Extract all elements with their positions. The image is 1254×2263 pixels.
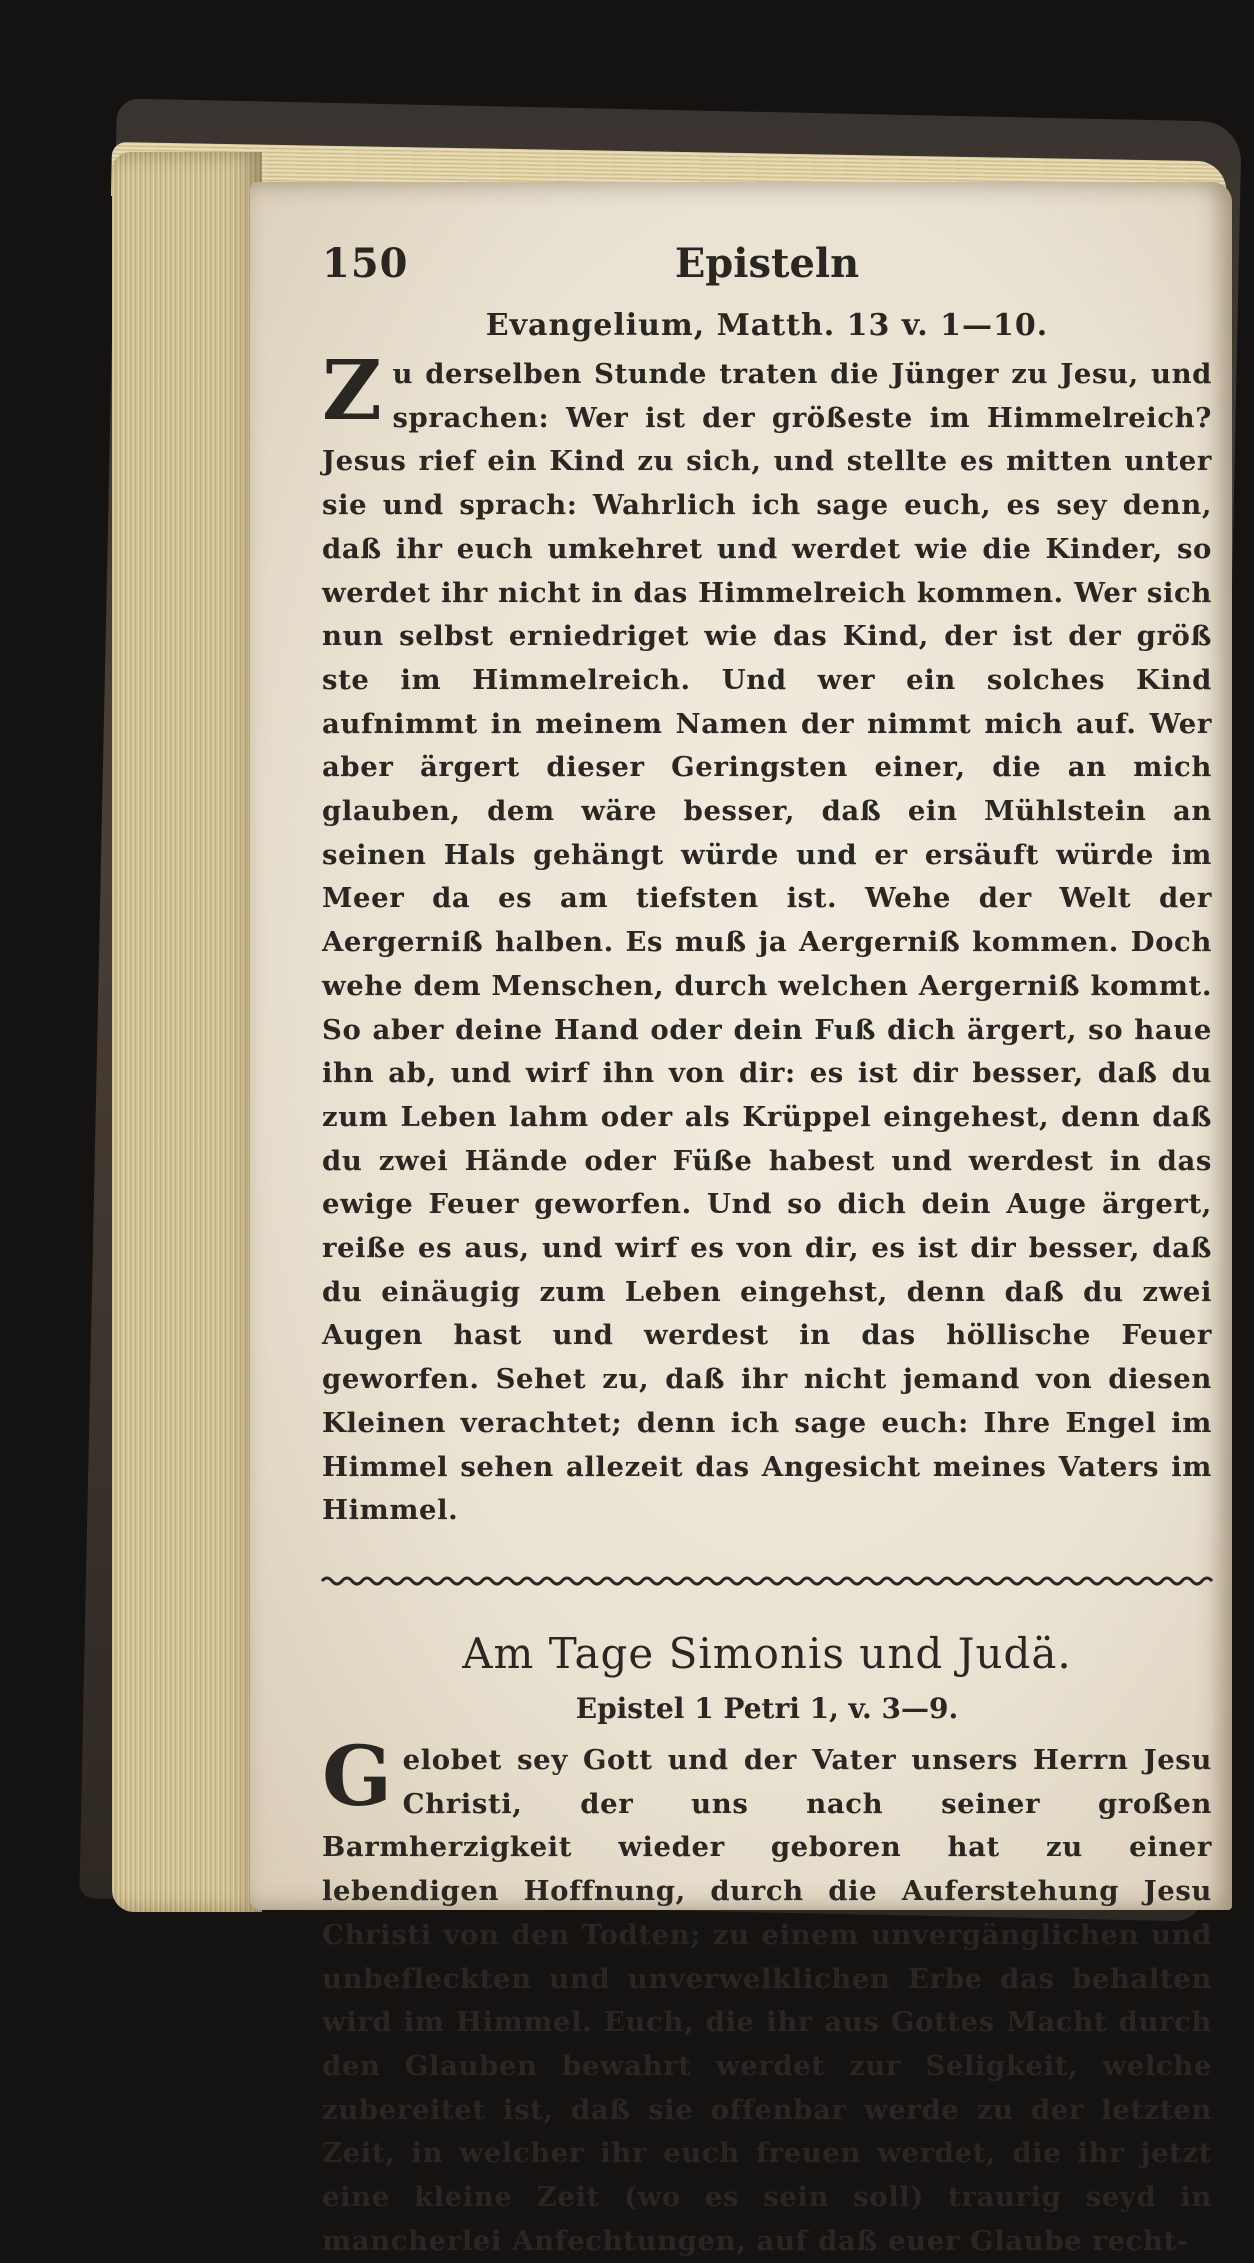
gospel-dropcap: Z <box>322 343 383 439</box>
gospel-heading: Evangelium, Matth. 13 v. 1—10. <box>485 308 1049 343</box>
ornamental-divider <box>322 1573 1212 1589</box>
gospel-paragraph <box>322 343 1212 1533</box>
epistle-reference: Epistel 1 Petri 1, v. 3—9. <box>575 1691 959 1725</box>
gospel-text: u derselben Stunde traten die Jünger zu Jesu, und sprachen: Wer ist der größeste im Himmelreich? Jesus rief ein Kind zu sich, und stellte es mitten unter sie und sprach: Wahrlich ich sage euch, es sey denn, daß ihr euch umkehret und werdet wie die Kinder, so werdet ihr nicht in das Himmelreich kommen. Wer sich nun selbst erniedriget wie das Kind, der ist der größ ste im Himmelreich. Und wer ein solches Kind aufnimmt in meinem Namen der nimmt mich auf. Wer aber ärgert dieser Geringsten einer, die an mich glauben, dem wäre besser, daß ein Mühlstein an seinen Hals gehängt würde und er ersäuft würde im Meer da es am tiefsten ist. Wehe der Welt der Aergerniß halben. Es muß ja Aergerniß kommen. Doch wehe dem Menschen, durch welchen Aergerniß kommt. So aber deine Hand oder dein Fuß dich ärgert, so haue ihn ab, und wirf ihn von dir: es ist dir besser, daß du zum Leben lahm oder als Krüppel eingehest, denn daß du zwei Hände oder Füße habest und werdest in das ewige Feuer geworfen. Und so dich dein Auge ärgert, reiße es aus, und wirf es von dir, es ist dir besser, daß du einäugig zum Leben eingehst, denn daß du zwei Augen hast und werdest in das höllische Feuer geworfen. Sehet zu, daß ihr nicht jemand von diesen Kleinen verachtet; denn ich sage euch: Ihre Engel im Himmel sehen allezeit das Angesicht meines Vaters im Himmel. <box>322 358 1212 1527</box>
running-head <box>322 222 1212 302</box>
epistle-paragraph <box>322 1728 1212 2263</box>
page-content <box>322 222 1212 2263</box>
page-side-edges <box>112 152 262 1912</box>
book-page <box>250 182 1232 2257</box>
running-title: Episteln <box>674 240 860 287</box>
epistle-text: elobet sey Gott und der Vater unsers Herrn Jesu Christi, der uns nach seiner großen Barmherzigkeit wieder geboren hat zu einer lebendigen Hoffnung, durch die Auferstehung Jesu Christi von den Todten; zu einem unvergänglichen und unbefleckten und unverwelklichen Erbe das behalten wird im Himmel. Euch, die ihr aus Gottes Macht durch den Glauben bewahrt werdet zur Seligkeit, welche zubereitet ist, daß sie offenbar werde zu der letzten Zeit, in welcher ihr euch freuen werdet, die ihr jetzt eine kleine Zeit (wo es sein soll) traurig seyd in mancherlei Anfechtungen, auf daß euer Glaube recht- <box>322 1743 1212 2257</box>
feast-title: Am Tage Simonis und Judä. <box>462 1628 1072 1678</box>
page-number: 150 <box>322 240 409 287</box>
epistle-dropcap: G <box>322 1728 393 1825</box>
